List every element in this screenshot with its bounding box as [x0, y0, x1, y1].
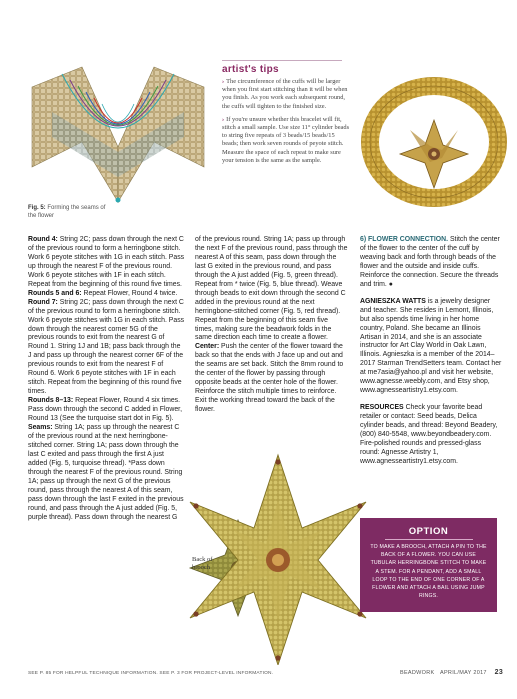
paragraph-rounds-5-6: Rounds 5 and 6: Repeat Flower, Round 4 twice.: [28, 289, 178, 297]
fig5-caption: [28, 205, 108, 220]
option-divider: [385, 539, 473, 540]
text-column-2: [195, 236, 348, 415]
option-box: [360, 518, 497, 612]
back-of-brooch-label: Back of brooch: [192, 556, 213, 571]
paragraph-seams-cont: of the previous round. String 1A; pass up through the next F of the previous round, pass through the nearest A of this seam, pass down through the last G exited in the previous round, and pass through the A just added (Fig. 5, green thread). Repeat from * twice (Fig. 5, blue thread). Weave through beads to exit down through the second C added in the previous round at the next herringbone-stitched corner (Fig. 5, red thread). Repeat from the beginning of this seam five times, making sure the beadwork folds in the same direction each time to create a flower.: [195, 236, 348, 342]
paragraph-rounds-8-13: Rounds 8–13: Repeat Flower, Round 4 six times. Pass down through the second C added in Flower, Round 13 (See the turquoise start dot in Fig. 5).: [28, 397, 182, 423]
footer-folio: [400, 669, 503, 676]
paragraph-bio: AGNIESZKA WATTS is a jewelry designer and teacher. She resides in Lemont, Illinois, but also spends time living in her home country, Poland. She became an Illinois Artisan in 2014, and she is an associate instructor for Art Clay World in Oak Lawn, Illinois. Agnieszka is a member of the 2014–2017 Starman TrendSetters team. Contact her at me7asia@yahoo.pl and visit her website, www.agnesse.weebly.com, and Etsy shop, www.agnesseartistry1.etsy.com.: [360, 297, 502, 395]
paragraph-center: Center: Push the center of the flower toward the back so that the ends with J face up and out and the seams are set back. Stitch the 8mm round to the center of the flower by passing through opposite beads at the center hole of the flower. Reinforce the stitch multiple times to reinforce. Exit the working thread toward the back of the flower.: [195, 343, 344, 414]
text-column-3: [360, 236, 502, 467]
footer-note: SEE P. 85 FOR HELPFUL TECHNIQUE INFORMATION. SEE P. 3 FOR PROJECT-LEVEL INFORMATION.: [28, 671, 274, 676]
tips-rule: [222, 60, 342, 61]
chevron-right-icon: ›: [222, 115, 225, 123]
paragraph-round-4: Round 4: String 2C; pass down through the next C of the previous round to form a herringbone stitch. Work 6 peyote stitches with 1G in each stitch. Pass up through the nearest F of the previous round. Work 6 peyote stitches with 1F in each stitch. Repeat from the beginning of this round five times.: [28, 236, 185, 288]
tips-heading: artist's tips: [222, 64, 279, 75]
paragraph-seams: Seams: String 1A; pass up through the nearest C of the previous round at the next herringbone-stitched corner. String 1A; pass down through the last C exited and pass through the first A just added (Fig. 5, turquoise thread). *Pass down through the nearest F of the previous round. String 1A; pass up through the next G of the previous round, pass through the nearest A of this seam, pass down through the last F exited in the previous round, and pass through the A just added (Fig. 5, purple thread). Pass down through the nearest G: [28, 424, 184, 521]
paragraph-flower-connection: 6) FLOWER CONNECTION. Stitch the center of the flower to the center of the cuff by weaving back and forth through beads of the flower and the outside and inside cuffs. Reinforce the connection. Secure the threads and trim. ●: [360, 236, 500, 288]
tip-item: › If you're unsure whether this bracelet will fit, stitch a small sample. Use size 11° cylinder beads to string five repeats of 3 beads/15 beads/15 beads; then work seven rounds of peyote stitch. Measure the space of each repeat to make sure your tension is the same as the sample.: [222, 115, 350, 164]
fig5-caption-text: Forming the seams of the flower: [28, 205, 106, 219]
tip-item: › The circumference of the cuffs will be larger when you first start stitching than it will be when you finish. As you work each subsequent round, the cuffs will tighten to the finished size.: [222, 78, 348, 110]
paragraph-round-7: Round 7: String 2C; pass down through the next C of the previous round to form a herringbone stitch. Work 6 peyote stitches with 1G in each stitch. Pass down through the nearest corner 5G of the previous rounds to exit from the nearest G of Round 1. String 1J and 1B; pass back through the J and pass up through the nearest corner 6F of the previous rounds to exit from the nearest F of Round 6. Work 6 peyote stitches with 1F in each stitch. Repeat from the beginning of this round five times.: [28, 298, 185, 396]
option-title: OPTION: [408, 526, 449, 537]
chevron-right-icon: ›: [222, 78, 225, 85]
magazine-name: BEADWORK: [400, 670, 435, 676]
fig5-label: Fig. 5:: [28, 205, 46, 211]
paragraph-resources: RESOURCES Check your favorite bead retailer or contact: Seed beads, Delica cylinder beads, and thread: Beyond Beadery, (800) 840-5548, www.beyondbeadery.com. Fire-polished rounds and pressed-glass round: Agnesse Artistry 1, www.agnesseartistry1.etsy.com.: [360, 404, 498, 465]
cuff-photo: [356, 52, 508, 224]
issue-date: APRIL/MAY 2017: [439, 670, 487, 676]
page-number: 23: [494, 669, 504, 676]
option-text: TO MAKE A BROOCH, ATTACH A PIN TO THE BACK OF A FLOWER. YOU CAN USE TUBULAR HERRINGBONE STITCH TO MAKE A STEM. FOR A PENDANT, ADD A SMALL LOOP TO THE END OF ONE CORNER OF A FLOWER AND ATTACH A BAIL USING JUMP RINGS.: [370, 544, 487, 600]
tips-list: [222, 78, 350, 170]
